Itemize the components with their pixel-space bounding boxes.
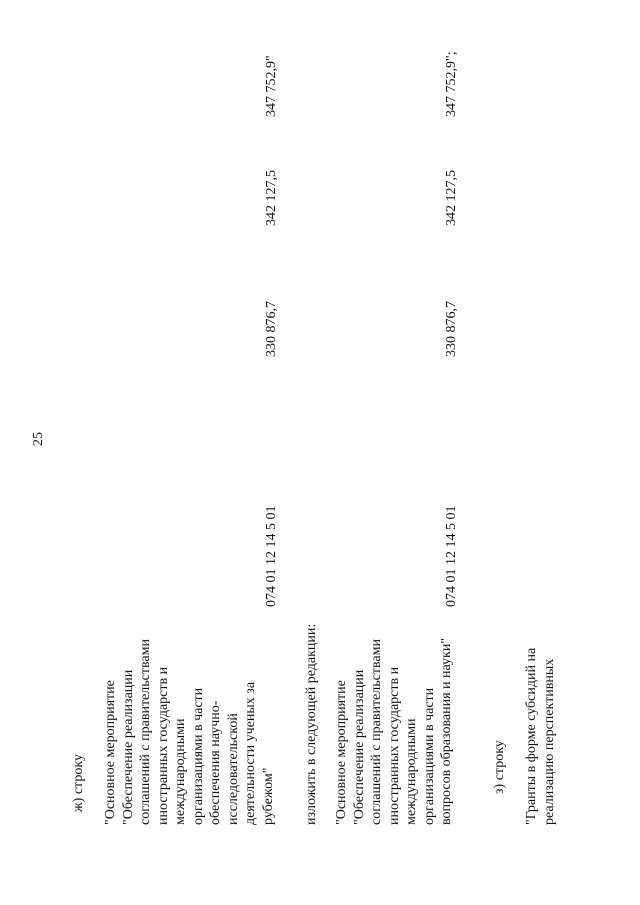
name-line: организациями в части [421,687,437,825]
block1-value-2: 342 127,5 [264,170,279,226]
name-line: "Основное мероприятие [334,680,349,825]
block1-value-1: 330 876,7 [264,301,279,357]
block1-name [102,639,277,825]
name-line: иностранных государств и [386,666,402,825]
block2-name [333,637,456,825]
name-line: рубежом" [260,767,276,825]
name-line: деятельности ученых за [243,681,258,825]
name-line: вопросов образования и науки" [439,637,454,825]
block3-name [523,647,558,825]
name-line: реализацию перспективных [541,658,557,825]
block2-value-1: 330 876,7 [444,301,459,357]
block1-value-3: 347 752,9" [264,55,279,117]
redaction-text: изложить в следующей редакции: [304,623,319,825]
page-number: 25 [31,432,46,446]
block2-value-3: 347 752,9"; [444,51,459,117]
block2-code: 074 01 12 14 5 01 [444,505,459,607]
item-heading-zh: ж) строку [71,754,86,812]
name-line: иностранных государств и [155,666,171,825]
name-line: "Обеспечение реализации [120,669,136,825]
name-line: международными [404,718,419,825]
name-line: организациями в части [190,687,206,825]
block2-value-2: 342 127,5 [444,170,459,226]
name-line: "Основное мероприятие [103,680,118,825]
block1-code: 074 01 12 14 5 01 [264,505,279,607]
name-line: соглашений с правительствами [138,639,153,825]
name-line: "Гранты в форме субсидий на [524,647,539,825]
item-heading-z: з) строку [492,740,507,794]
name-line: "Обеспечение реализации [351,669,367,825]
name-line: обеспечения научно- [208,700,223,825]
name-line: международными [173,718,188,825]
name-line: соглашений с правительствами [369,639,384,825]
name-line: исследовательской [225,713,241,825]
